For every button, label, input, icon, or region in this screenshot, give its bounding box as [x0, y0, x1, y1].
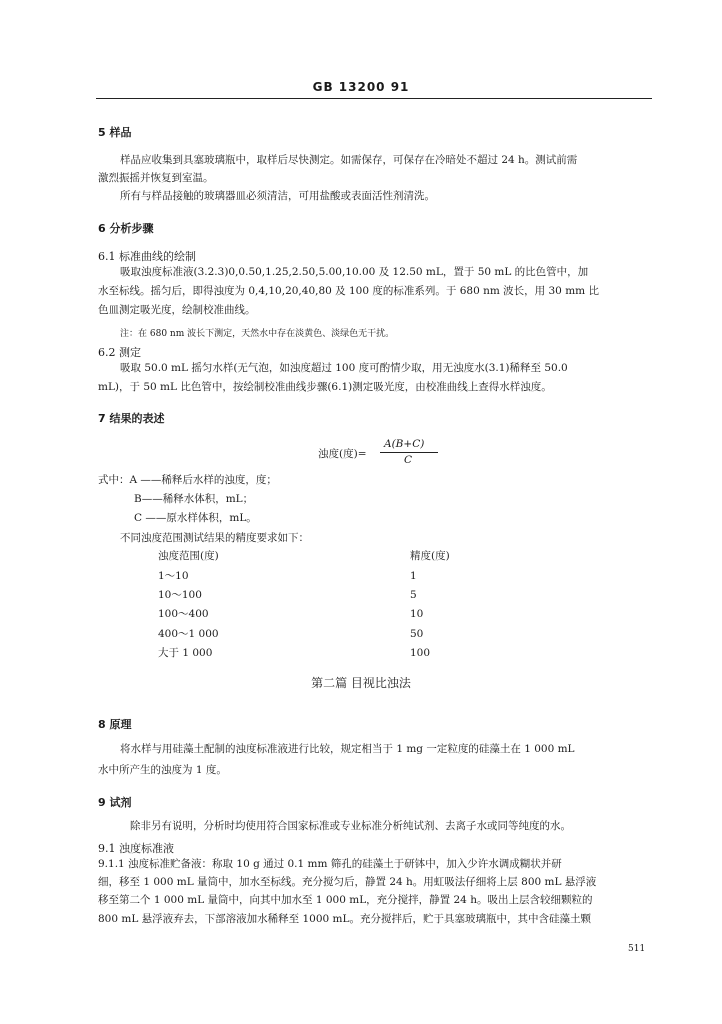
s91-heading: 9.1 浊度标准液: [98, 842, 174, 855]
table-cell-range: 400～1 000: [158, 628, 219, 640]
s61-note: 注：在 680 nm 波长下测定，天然水中存在淡黄色、淡绿色无干扰。: [120, 329, 395, 339]
s62-heading: 6.2 测定: [98, 346, 141, 359]
page-number: 511: [628, 944, 646, 954]
section-5-heading: 5 样品: [98, 126, 132, 139]
s5-para2: 所有与样品接触的玻璃器皿必须清洁，可用盐酸或表面活性剂清洗。: [120, 190, 435, 202]
s8-line1: 将水样与用硅藻土配制的浊度标准液进行比较，规定相当于 1 mg 一定粒度的硅藻土在 1 000 mL: [120, 743, 575, 755]
s61-line1: 吸取浊度标准液(3.2.3)0,0.50,1.25,2.50,5.00,10.00 及 12.50 mL，置于 50 mL 的比色管中，加: [120, 266, 589, 278]
table-cell-range: 10～100: [158, 589, 202, 601]
s5-para1-line1: 样品应收集到具塞玻璃瓶中，取样后尽快测定。如需保存，可保存在冷暗处不超过 24 h。测试前需: [120, 154, 578, 166]
where-c: C ——原水样体积，mL。: [134, 512, 257, 524]
table-cell-precision: 5: [410, 589, 417, 601]
table-cell-precision: 10: [410, 608, 424, 620]
s61-line3: 色皿测定吸光度，绘制校准曲线。: [98, 304, 256, 316]
table-cell-range: 大于 1 000: [158, 647, 213, 659]
turbidity-formula: [318, 438, 448, 468]
table-cell-range: 100～400: [158, 608, 209, 620]
s9-intro: 除非另有说明，分析时均使用符合国家标准或专业标准分析纯试剂、去离子水或同等纯度的水。: [130, 820, 571, 832]
where-b: B——稀释水体积，mL；: [134, 493, 254, 505]
table-cell-precision: 1: [410, 570, 417, 582]
section-8-heading: 8 原理: [98, 718, 132, 731]
header-rule: [96, 98, 652, 99]
s911-line2: 细，移至 1 000 mL 量筒中，加水至标线。充分搅匀后，静置 24 h。用虹吸法仔细将上层 800 mL 悬浮液: [98, 876, 597, 888]
precision-intro: 不同浊度范围测试结果的精度要求如下：: [120, 532, 309, 544]
s61-heading: 6.1 标准曲线的绘制: [98, 250, 196, 263]
standard-code-header: GB 13200 91: [312, 80, 410, 94]
s911-line4: 800 mL 悬浮液弃去，下部溶液加水稀释至 1000 mL。充分搅拌后，贮于具塞玻璃瓶中，其中含硅藻土颗: [98, 913, 591, 925]
table-cell-precision: 50: [410, 628, 424, 640]
section-7-heading: 7 结果的表述: [98, 412, 165, 425]
s8-line2: 水中所产生的浊度为 1 度。: [98, 764, 227, 776]
fraction-bar: [380, 452, 438, 453]
section-6-heading: 6 分析步骤: [98, 222, 154, 235]
table-head-range: 浊度范围(度): [158, 550, 219, 562]
section-9-heading: 9 试剂: [98, 796, 132, 809]
formula-denominator: C: [404, 454, 413, 466]
table-cell-precision: 100: [410, 647, 431, 659]
where-a: 式中：A ——稀释后水样的浊度，度；: [98, 474, 277, 486]
part-2-title: 第二篇 目视比浊法: [311, 676, 411, 690]
s62-line2: mL)，于 50 mL 比色管中，按绘制校准曲线步骤(6.1)测定吸光度，由校准曲线上查得水样浊度。: [98, 381, 552, 393]
formula-numerator: A(B+C): [384, 438, 425, 450]
s61-line2: 水至标线。摇匀后，即得浊度为 0,4,10,20,40,80 及 100 度的标准系列。于 680 nm 波长，用 30 mm 比: [98, 285, 599, 297]
s911-line1: 9.1.1 浊度标准贮备液：称取 10 g 通过 0.1 mm 筛孔的硅藻土于研钵中，加入少许水调成糊状并研: [98, 858, 562, 870]
s62-line1: 吸取 50.0 mL 摇匀水样(无气泡，如浊度超过 100 度可酌情少取，用无浊度水(3.1)稀释至 50.0: [120, 362, 568, 374]
s911-line3: 移至第二个 1 000 mL 量筒中，向其中加水至 1 000 mL，充分搅拌，静置 24 h。吸出上层含较细颗粒的: [98, 894, 593, 906]
formula-label: 浊度(度)=: [318, 448, 367, 460]
table-cell-range: 1～10: [158, 570, 189, 582]
table-head-precision: 精度(度): [410, 550, 450, 562]
s5-para1-line2: 激烈振摇并恢复到室温。: [98, 172, 214, 184]
